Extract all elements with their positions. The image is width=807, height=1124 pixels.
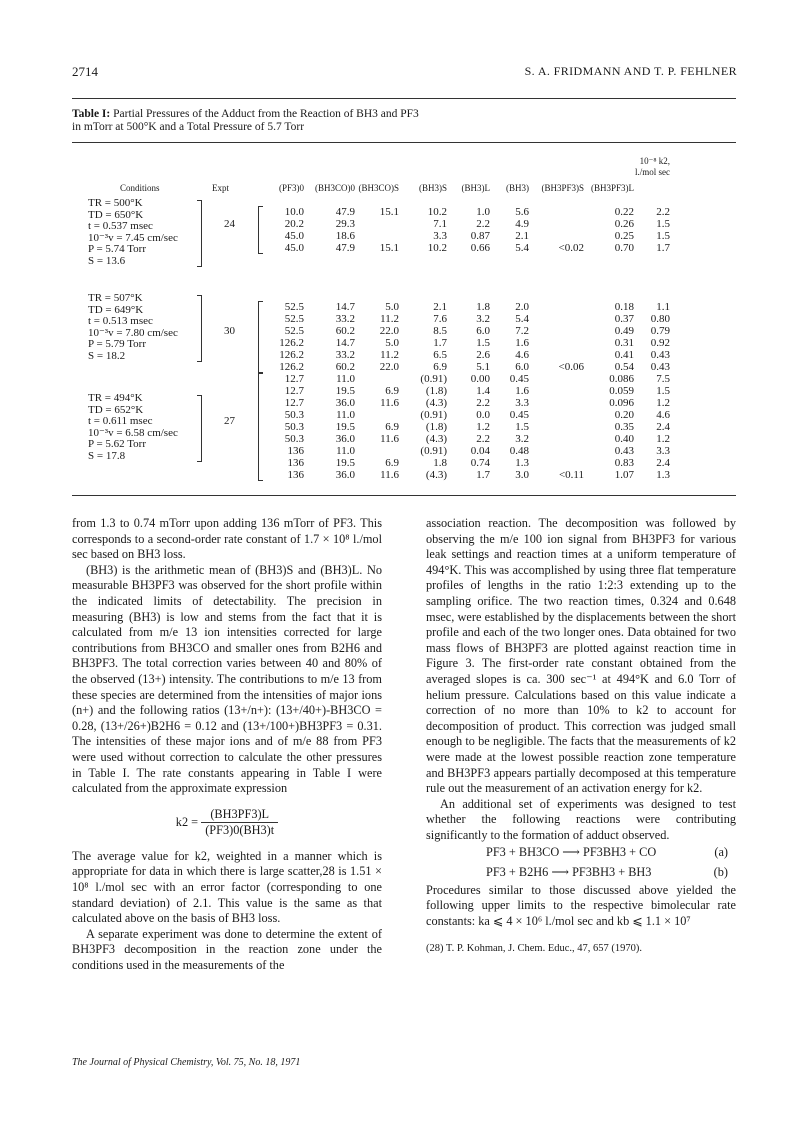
table-cell: 1.7 <box>656 242 670 254</box>
table-cell: 19.5 <box>335 385 355 397</box>
left-paragraph-3: The average value for k2, weighted in a manner which is appropriate for data in which there is large scatter,28 is 1.51 × 10⁸ l./mol sec with an error factor (corresponding to one standard deviation) of 2.1. This value is the same as that calculated above on the basis of BH3 loss. <box>72 848 382 926</box>
table-caption-line1: Partial Pressures of the Adduct from the Reaction of BH3 and PF3 <box>113 108 419 120</box>
table-cell: 47.9 <box>335 242 355 254</box>
table-cell: 12.7 <box>284 373 304 385</box>
table-cell: 47.9 <box>335 206 355 218</box>
table-cell: 1.0 <box>476 206 490 218</box>
table-cell: 14.7 <box>335 301 355 313</box>
table-cell: 14.7 <box>335 337 355 349</box>
table-cell: 2.2 <box>476 397 490 409</box>
table-cell: 3.3 <box>656 445 670 457</box>
table-cell: 22.0 <box>379 325 399 337</box>
table-cell: 1.6 <box>515 337 529 349</box>
table-cell: 7.5 <box>656 373 670 385</box>
table-cell: 1.2 <box>476 421 490 433</box>
table-cell: 1.5 <box>656 230 670 242</box>
table-cell: 1.1 <box>656 301 670 313</box>
table-cell: 1.4 <box>476 385 490 397</box>
table-cell: 1.07 <box>614 469 634 481</box>
header-col-2: (PF3)0 <box>278 183 304 193</box>
table-cell: 7.1 <box>433 218 447 230</box>
table-cell: 0.096 <box>609 397 634 409</box>
table-cell: <0.11 <box>558 469 584 481</box>
rate-equation-numerator: (BH3PF3)L <box>201 807 278 824</box>
table-cell: 3.3 <box>433 230 447 242</box>
table-cell: 1.2 <box>656 397 670 409</box>
header-conditions: Conditions <box>120 183 160 193</box>
table-cell: 11.6 <box>380 397 399 409</box>
table-cell: 0.22 <box>614 206 634 218</box>
table-cell: 5.6 <box>515 206 529 218</box>
right-paragraph-3: Procedures similar to those discussed above yielded the following upper limits to the respective bimolecular rate constants: ka ⩽ 4 × 10⁶ l./mol sec and kb ⩽ 1.1 × 10⁷ <box>426 882 736 928</box>
table-cell: 0.43 <box>650 361 670 373</box>
table-cell: (4.3) <box>425 433 447 445</box>
left-paragraph-4: A separate experiment was done to determine the extent of BH3PF3 decomposition in the reaction zone under the conditions used in the measurements of the <box>72 926 382 973</box>
table-cell: (0.91) <box>420 409 447 421</box>
table-cell: 0.059 <box>609 385 634 397</box>
table-cell: 20.2 <box>284 218 304 230</box>
table-cell: (1.8) <box>425 385 447 397</box>
table-cell: 0.87 <box>470 230 490 242</box>
condition-text: P = 5.79 Torr <box>88 338 146 350</box>
table-cell: 11.0 <box>336 373 355 385</box>
table-cell: 0.37 <box>614 313 634 325</box>
table-cell: 1.6 <box>515 385 529 397</box>
table-cell: 3.2 <box>515 433 529 445</box>
table-bottom-rule <box>72 495 736 496</box>
table-cell: 0.04 <box>470 445 490 457</box>
header-col-5: (BH3)S <box>418 183 447 193</box>
table-cell: 1.2 <box>656 433 670 445</box>
table-cell: 6.9 <box>385 385 399 397</box>
condition-text: S = 18.2 <box>88 349 126 362</box>
table-cell: 2.4 <box>656 457 670 469</box>
top-rule <box>72 98 736 99</box>
table-cell: 0.45 <box>509 373 529 385</box>
table-cell: 52.5 <box>284 313 304 325</box>
header-col-3: (BH3CO)0 <box>315 183 355 193</box>
table-cell: 1.3 <box>656 469 670 481</box>
table-cell: 0.45 <box>509 409 529 421</box>
table-cell: 33.2 <box>335 313 355 325</box>
table-cell: 10.0 <box>284 206 304 218</box>
table-cell: 3.3 <box>515 397 529 409</box>
left-paragraph-2: (BH3) is the arithmetic mean of (BH3)S and (BH3)L. No measurable BH3PF3 was observed for the short profile within the indicated limits of detectability. The precision in measuring (BH3) is low and stems from the fact that it is calculated from m/e 13 ion intensities corrected for large contributions from BH3CO and smaller ones from B2H6 and BH3PF3. The total correction varies between 40 and 80% of the observed (13+) intensity. The contributions to m/e 13 from these species are determined from the intensities of major ions (n+) and the following ratios (13+/n+): (13+/40+)-BH3CO = 0.28, (13+/26+)B2H6 = 0.12 and (13+/100+)BH3PF3 = 0.31. The intensities of these major ions and of m/e 88 from PF3 were used without correction to calculate the other pressures in Table I. The rate constants appearing in Table I were calculated from the approximate expression <box>72 562 382 796</box>
conditions-brace <box>197 295 202 362</box>
table-cell: 0.35 <box>614 421 634 433</box>
table-cell: 22.0 <box>379 361 399 373</box>
header-col-9: (BH3PF3)L <box>590 183 634 193</box>
table-cell: 10.2 <box>427 206 447 218</box>
table-cell: 1.7 <box>476 469 490 481</box>
table-cell: 50.3 <box>284 433 304 445</box>
table-caption <box>72 108 736 134</box>
table-cell: 45.0 <box>284 230 304 242</box>
condition-text: TD = 650°K <box>88 208 144 221</box>
condition-text: t = 0.611 msec <box>88 415 153 427</box>
table-cell: 0.0 <box>476 409 490 421</box>
condition-text: P = 5.62 Torr <box>88 438 146 450</box>
table-cell: 19.5 <box>335 421 355 433</box>
condition-text: t = 0.513 msec <box>88 315 153 327</box>
table-cell: 2.2 <box>656 206 670 218</box>
table-cell: 1.5 <box>656 385 670 397</box>
table-cell: 2.1 <box>433 301 447 313</box>
conditions-brace <box>197 200 202 267</box>
table-cell: 36.0 <box>335 433 355 445</box>
table-cell: 15.1 <box>379 242 399 254</box>
table-cell: 2.2 <box>476 218 490 230</box>
table-cell: 50.3 <box>284 409 304 421</box>
table-cell: 33.2 <box>335 349 355 361</box>
table-cell: 6.9 <box>385 457 399 469</box>
table-cell: 0.49 <box>614 325 634 337</box>
table-cell: 4.6 <box>515 349 529 361</box>
table-cell: (4.3) <box>425 469 447 481</box>
table-cell: 50.3 <box>284 421 304 433</box>
table-cell: 52.5 <box>284 325 304 337</box>
condition-text: 10⁻³v = 7.45 cm/sec <box>88 231 178 244</box>
table-cell: 0.26 <box>614 218 634 230</box>
table-cell: 5.4 <box>515 313 529 325</box>
table-cell: 18.6 <box>335 230 355 242</box>
table-cell: 0.20 <box>614 409 634 421</box>
table-cell: 4.9 <box>515 218 529 230</box>
reaction-a-formula: PF3 + BH3CO ⟶ PF3BH3 + CO <box>486 845 657 860</box>
table-cell: 0.92 <box>650 337 670 349</box>
header-col-6: (BH3)L <box>461 183 490 193</box>
table-cell: 0.18 <box>614 301 634 313</box>
table-cell: 6.0 <box>476 325 490 337</box>
rate-equation-lhs: k2 = <box>175 814 199 829</box>
table-cell: 19.5 <box>335 457 355 469</box>
condition-text: 10⁻³v = 7.80 cm/sec <box>88 326 178 339</box>
table-cell: 0.54 <box>614 361 634 373</box>
table-cell: 1.5 <box>656 218 670 230</box>
table-cell: (4.3) <box>425 397 447 409</box>
table-cell: 136 <box>287 457 304 469</box>
table-cell: 5.0 <box>385 301 399 313</box>
table-cell: 11.6 <box>380 469 399 481</box>
table-cell: 0.66 <box>470 242 490 254</box>
table-cell: 5.0 <box>385 337 399 349</box>
condition-text: S = 17.8 <box>88 449 126 462</box>
rows-brace <box>258 373 263 481</box>
data-table <box>72 152 736 492</box>
reaction-b <box>426 863 736 883</box>
table-cell: 12.7 <box>284 385 304 397</box>
table-cell: (1.8) <box>425 421 447 433</box>
right-column <box>426 516 736 957</box>
table-cell: 0.83 <box>614 457 634 469</box>
table-cell: 0.74 <box>470 457 490 469</box>
table-cell: 0.79 <box>650 325 670 337</box>
table-cell: 60.2 <box>335 325 355 337</box>
condition-text: S = 13.6 <box>88 254 126 267</box>
table-cell: 15.1 <box>379 206 399 218</box>
rate-equation-denominator: (PF3)0(BH3)t <box>205 823 275 838</box>
table-cell: 0.41 <box>614 349 634 361</box>
table-cell: 0.43 <box>614 445 634 457</box>
table-cell: 1.5 <box>476 337 490 349</box>
header-col-7: (BH3) <box>506 183 529 193</box>
table-cell: 126.2 <box>279 337 304 349</box>
table-cell: 3.2 <box>476 313 490 325</box>
table-top-rule <box>72 142 736 143</box>
reaction-a-label: (a) <box>714 845 728 860</box>
table-cell: 136 <box>287 445 304 457</box>
rows-brace <box>258 301 263 373</box>
rate-equation <box>72 807 382 839</box>
expt-number: 27 <box>224 415 235 427</box>
right-paragraph-1: association reaction. The decomposition was followed by observing the m/e 100 ion signal from BH3PF3 for various leak settings and reaction times at a uniform temperature of 494°K. This was accomplished by using three flat temperature profiles of lengths in the ratio 1:2:3 extending up to the sampling orifice. The two reaction times, 0.324 and 0.648 msec, were established by the displacements between the short profile and each of the two longer ones. Data obtained for two mass flows of BH3PF3 are plotted against reaction time in Figure 3. The first-order rate constant obtained from the averaged slopes is ca. 300 sec⁻¹ at 494°K and 6.0 Torr of helium pressure. Calculations based on this value indicate a correction of no more than 10% to k2 to account for decomposition of product. This correction was judged small enough to be negligible. The facts that the measurements of k2 were made at the lowest possible reaction zone temperature and BH3PF3 appears partially decomposed at this temperature rule out the measurement of an activation energy for k2. <box>426 516 736 796</box>
page-number: 2714 <box>72 64 98 79</box>
table-cell: 1.3 <box>515 457 529 469</box>
table-cell: 45.0 <box>284 242 304 254</box>
rows-brace <box>258 206 263 254</box>
table-cell: 136 <box>287 469 304 481</box>
table-cell: (0.91) <box>420 373 447 385</box>
table-cell: 126.2 <box>279 349 304 361</box>
reaction-b-label: (b) <box>713 865 728 880</box>
header-expt: Expt <box>212 183 229 193</box>
table-cell: 7.2 <box>515 325 529 337</box>
condition-text: TR = 500°K <box>88 197 143 209</box>
table-label: Table I: <box>72 108 111 120</box>
table-cell: 10.2 <box>427 242 447 254</box>
table-cell: 3.0 <box>515 469 529 481</box>
table-cell: 2.1 <box>515 230 529 242</box>
reaction-a <box>426 843 736 863</box>
table-cell: 0.80 <box>650 313 670 325</box>
table-caption-line2: in mTorr at 500°K and a Total Pressure of 5.7 Torr <box>72 121 305 133</box>
table-cell: 2.6 <box>476 349 490 361</box>
table-cell: 0.25 <box>614 230 634 242</box>
condition-text: 10⁻³v = 6.58 cm/sec <box>88 426 178 439</box>
table-cell: 8.5 <box>433 325 447 337</box>
table-cell: 60.2 <box>335 361 355 373</box>
table-cell: 6.5 <box>433 349 447 361</box>
table-cell: 5.4 <box>515 242 529 254</box>
table-cell: 4.6 <box>656 409 670 421</box>
table-cell: 0.40 <box>614 433 634 445</box>
table-cell: 36.0 <box>335 397 355 409</box>
reaction-b-formula: PF3 + B2H6 ⟶ PF3BH3 + BH3 <box>486 865 652 880</box>
expt-number: 24 <box>224 218 235 230</box>
table-cell: 1.7 <box>433 337 447 349</box>
table-cell: 1.8 <box>476 301 490 313</box>
table-cell: 5.1 <box>476 361 490 373</box>
table-cell: 6.9 <box>433 361 447 373</box>
table-cell: 11.6 <box>380 433 399 445</box>
table-cell: 2.2 <box>476 433 490 445</box>
condition-text: TR = 507°K <box>88 292 143 304</box>
table-cell: 7.6 <box>433 313 447 325</box>
rate-equation-fraction <box>201 807 278 839</box>
table-cell: <0.06 <box>558 361 584 373</box>
running-head: S. A. FRIDMANN AND T. P. FEHLNER <box>524 64 737 78</box>
table-cell: 11.0 <box>336 409 355 421</box>
condition-text: TD = 649°K <box>88 303 144 316</box>
condition-text: TR = 494°K <box>88 392 143 404</box>
journal-footer: The Journal of Physical Chemistry, Vol. 75, No. 18, 1971 <box>72 1057 301 1068</box>
table-cell: <0.02 <box>558 242 584 254</box>
table-cell: (0.91) <box>420 445 447 457</box>
table-cell: 1.8 <box>433 457 447 469</box>
header-col-8: (BH3PF3)S <box>541 183 584 193</box>
conditions-brace <box>197 395 202 462</box>
table-cell: 1.5 <box>515 421 529 433</box>
header-k2: 10⁻⁸ k2, l./mol sec <box>635 156 670 177</box>
table-cell: 52.5 <box>284 301 304 313</box>
left-column <box>72 516 382 974</box>
expt-number: 30 <box>224 325 235 337</box>
condition-text: TD = 652°K <box>88 403 144 416</box>
table-cell: 0.48 <box>509 445 529 457</box>
reference-28: (28) T. P. Kohman, J. Chem. Educ., 47, 657 (1970). <box>426 943 643 955</box>
table-cell: 11.2 <box>380 313 399 325</box>
table-cell: 2.4 <box>656 421 670 433</box>
table-cell: 0.43 <box>650 349 670 361</box>
left-paragraph-1: from 1.3 to 0.74 mTorr upon adding 136 mTorr of PF3. This corresponds to a second-order rate constant of 1.7 × 10⁸ l./mol sec based on BH3 loss. <box>72 516 382 562</box>
table-cell: 12.7 <box>284 397 304 409</box>
table-cell: 11.2 <box>380 349 399 361</box>
table-cell: 6.9 <box>385 421 399 433</box>
condition-text: P = 5.74 Torr <box>88 243 146 255</box>
table-cell: 0.31 <box>614 337 634 349</box>
table-cell: 0.70 <box>614 242 634 254</box>
table-cell: 6.0 <box>515 361 529 373</box>
table-cell: 11.0 <box>336 445 355 457</box>
condition-text: t = 0.537 msec <box>88 220 153 232</box>
table-cell: 0.00 <box>470 373 490 385</box>
table-cell: 36.0 <box>335 469 355 481</box>
table-cell: 126.2 <box>279 361 304 373</box>
table-cell: 0.086 <box>609 373 634 385</box>
right-paragraph-2: An additional set of experiments was designed to test whether the following reactions were contributing significantly to the formation of adduct observed. <box>426 796 736 842</box>
table-cell: 2.0 <box>515 301 529 313</box>
table-cell: 29.3 <box>335 218 355 230</box>
header-col-4: (BH3CO)S <box>358 183 399 193</box>
